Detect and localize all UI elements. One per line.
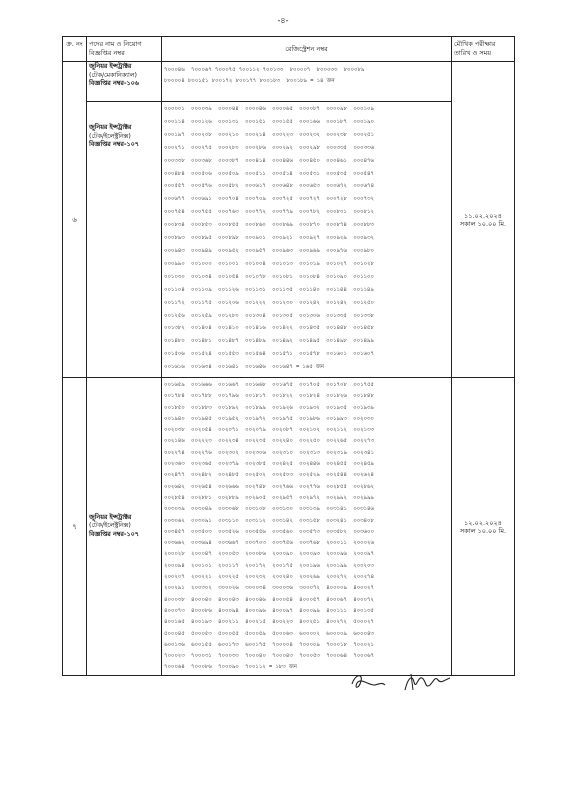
reg-line: ৭০০০৪৬ ৭০০০৬৭ ৭০০০৭৫ ৭০০১১২ ৭০০১৩৩ ৮০০০০৭ ৮০০০৩৩ ৮০০০৮৯ (164, 67, 365, 73)
table-row (63, 62, 515, 102)
reg-line: ০০১০৩০ ০০১০৩৪ ০০১০৫৪ ০০১০৭৮ ০০১০৮১ ০০১০৮৪ ০০১০৯০ ০০১১০০ (164, 273, 374, 280)
reg-line: ০০০৮৩৪ ০০০৮৫৩ ০০০৮৫৫ ০০০৮৬০ ০০০৮৬৯ ০০০৮৭০ ০০০৮৭৪ ০০০৮৮৩ (164, 222, 374, 229)
post-cell (87, 62, 162, 102)
post-trade: (টেক/ইলেক্ট্রনিক্স) (89, 522, 131, 530)
reg-line: ০০১৮৫০ ০০১৮৮৩ ০০১৮৯২ ০০১৮৯৯ ০০১৯২৬ ০০১৯৩২ ০০১৯৩৫ ০০১৯৩৯ (164, 404, 374, 411)
reg-line: ০০২৩৬৩ ০০২৩৬৫ ০০২৩৭৯ ০০২৩৮৫ ০০২৪২৫ ০০২৪৪৬ ০০২৪৫৫ ০০২৪৫৯ (164, 461, 374, 468)
reg-line: ০০০৩৩৮ ০০০৩৬৮ ০০০৩৮৭ ০০০৪১৪ ০০০৪৪৬ ০০০৪৫০ ০০০৪৬১ ০০০৪৭৬ (164, 157, 374, 164)
reg-line: ০০২২৭৪ ০০২২৭৬ ০০২৩০২ ০০২৩০৬ ০০২৩১০ ০০২৩১৩ ০০২৩১৯ ০০২৩৪১ (164, 449, 374, 456)
reg-line: ০০১১০৪ ০০১১০৯ ০০১১২৬ ০০১১৩১ ০০১১৩৫ ০০১১৪০ ০০১১৪৪ ০০১১৪৯ (164, 286, 374, 293)
reg-line: ০০২৪৭৭ ০০২৪৮২ ০০২৪৮৫ ০০২৫০২ ০০২৫০৩ ০০২৫২৯ ০০২৫৪৪ ০০২৬২৪ (164, 472, 374, 479)
reg-line: ০০০১১৪ ০০০১২৬ ০০০১৩১ ০০০১৫১ ০০০১৫৫ ০০০১৬৬ ০০০১৮৭ ০০০১৯০ (164, 118, 374, 125)
reg-line: ০০১২৫৬ ০০১২৫৯ ০০১২৮০ ০০১৩০৪ ০০১৩০৫ ০০১৩০৬ ০০১৩৩৫ ০০১৩৩৮ (164, 312, 374, 319)
reg-line: ০০১৯৪০ ০০১৯৪৫ ০০১৯৫২ ০০১৯৭২ ০০১৯৭৫ ০০১৯৮৬ ০০১৯৯৩ ০০২০৩০ (164, 415, 374, 422)
signature-image-2 (400, 668, 454, 696)
reg-line: ০০২১৪৬ ০০২২২৩ ০০২২৩৪ ০০২২৩৫ ০০২২৪০ ০০২২৫০ ০০২২৬৫ ০০২২৭৩ (164, 438, 374, 445)
header-row (63, 37, 515, 62)
reg-line: ০০১১৭২ ০০১১৭৫ ০০১২০৬ ০০১২২২ ০০১২৩০ ০০১২৪২ ০০১২৪২ ০০১২৫০ (164, 299, 374, 306)
serial-cell: ৭ (63, 378, 87, 676)
reg-line: ০০২০৩৮ ০০২০৫৪ ০০২০৭১ ০০২০৭৯ ০০২০৮৭ ০০২১০২ ০০২১১২ ০০২১৩৩ (164, 427, 374, 434)
reg-line: ০০০৬৭৭ ০০০৬৯১ ০০০৭০৪ ০০০৭০৯ ০০০৭২৫ ০০০৭২৭ ০০০৭২৮ ০০০৭৩২ (164, 196, 374, 203)
post-title: জুনিয়র ইন্সট্রাক্টর (89, 513, 132, 521)
reg-line: ২০০০৯৪ ২০০১০১ ২০০১১৭ ২০০১৭২ ২০০১৭৫ ২০০১৯৬ ২০০১৯৯ ২০০২০৩ (164, 562, 374, 569)
reg-line: ০০০৯৯০ ০০১০০০ ০০১০০১ ০০১০০৪ ০০১০১৩ ০০১০১৯ ০০১০২৭ ০০১০২৮ (164, 260, 374, 267)
reg-line: ০০১৬৫৯ ০০১৬৬৬ ০০১৬৬৭ ০০১৬৬৮ ০০১৬৭৫ ০০১৭০৫ ০০১৭০৮ ০০১৭৫৫ (164, 382, 374, 388)
reg-line: ০০০৭৫৪ ০০০৭৫৫ ০০০৭৬৩ ০০০৭৭২ ০০০৭৭৯ ০০০৭৮২ ০০০৮০১ ০০০৮১২ (164, 209, 374, 216)
reg-line: ০০১৩৮২ ০০১৪০৪ ০০১৪১০ ০০১৪১৬ ০০১৪২২ ০০১৪৩৫ ০০১৪৪৮ ০০১৪৫৮ (164, 325, 374, 332)
post-circular: বিজ্ঞপ্তির নম্বর-১০৭ (89, 141, 139, 148)
reg-line: ২০০২৯১ ২০০৩০২ ৩০০০২৬ ৩০০০৩৪ ৩০০০৩৬ ৩০০০৭২ ৪০০০০৯ ৪০০০২৭ (164, 585, 374, 592)
signature-image-1 (346, 668, 392, 694)
exam-cell (452, 62, 515, 378)
post-circular: বিজ্ঞপ্তির নম্বর-১০৭ (89, 530, 139, 538)
reg-line: ৬০০১৩৬ ৬০০১৫৫ ৬০০১৭৩ ৬০০১৭৫ ৭০০০০৪ ৭০০০০৯ ৭০০০১৮ ৭০০০২১ (164, 641, 374, 648)
reg-line: ৪০০০৭৩ ৪০০০৮৬ ৪০০০৯৪ ৪০০০৯৬ ৪০০০৯৭ ৪০০০৯৯ ৪০০১১১ ৪০০১৩৫ (164, 607, 374, 614)
reg-line: ০০১৬১৬ ০০১৬৩৪ ০০১৬৪১ ০০১৬৪৬ ০০১৬৪৭ = ১৬৫ জন (164, 364, 324, 371)
reg-line: ৪০০১৬৫ ৪০০১৯৩ ৪০০২১১ ৪০০২১৫ ৪০০২২৩ ৪০০২৫১ ৪০০২৭২ ৫০০০২৭ (164, 619, 374, 626)
header-reg: রেজিস্ট্রেশন নম্বর (162, 37, 452, 62)
registration-list (162, 62, 452, 102)
reg-line: ০০০০০১ ০০০০৩৯ ০০০০৪৪ ০০০০৪৬ ০০০০৬৫ ০০০০৮৭ ০০০০৯৮ ০০০১০৯ (164, 106, 374, 112)
exam-date: ১১.০২.২০২৪ (464, 211, 502, 220)
post-trade: (টেক/মেকানিক্যাল) (89, 71, 138, 79)
reg-line: ৭০০০৬৪ ৭০০০৮৬ ৭০০০৯০ ৭০০১১২ = ১৮৩ জন (164, 664, 297, 671)
header-serial: ক্র. নং (63, 37, 87, 62)
reg-line: ০০০১৯৭ ০০০২০৮ ০০০২১০ ০০০২১৪ ০০০২২৩ ০০০২৩২ ০০০২৩৮ ০০০২৫১ (164, 131, 374, 138)
reg-line: ০০৩০৬২ ০০৩০৯১ ০০৩১১০ ০০৩১১২ ০০৩১৪২ ০০৩১৫৮ ০০৩২৪১ ০০৩৪০৮ (164, 517, 374, 524)
reg-line: ৫০০০৪৫ ৫০০০৫৩ ৫০০০৫৫ ৫০০০৫৯ ৫০০০৬৩ ৬০০০০২ ৬০০০০৯ ৬০০০৪৩ (164, 630, 374, 637)
page-number: -৪- (277, 16, 289, 25)
table-row (63, 378, 515, 676)
post-cell (87, 102, 162, 378)
registration-list (162, 102, 452, 378)
exam-time: সকাল ১০.০০ মি. (459, 219, 507, 228)
post-circular: বিজ্ঞপ্তির নম্বর-১০৬ (89, 80, 139, 87)
header-post: পদের নাম ও নিয়োগ বিজ্ঞপ্তির নম্বর (87, 37, 162, 62)
reg-line: ০০৩৬৬২ ০০৩৬৯৪ ০০৩৬৬৭ ০০৩৭০৩ ০০৩৭৫৬ ০০৩৭৬৮ ২০০০১১ ২০০০২৬ (164, 540, 374, 547)
reg-line: ০০২৮৫৪ ০০২৮৮১ ০০২৮৮৯ ০০২৯০৫ ০০২৯৫৭ ০০২৯৭২ ০০২৯৯২ ০০২৯৯৯ (164, 494, 374, 501)
reg-line: ০০৩০৩৯ ০০৩০৪৯ ০০৩০৬৮ ০০৩১০৮ ০০৩১৩০ ০০৩১৩৯ ০০৩১৪১ ০০৩১৪৬ (164, 506, 374, 513)
reg-line: ০০১৪৮০ ০০১৪৮১ ০০১৪৮৭ ০০১৪৮৯ ০০১৪৯২ ০০১৪৯৫ ০০১৪৯৮ ০০১৪৯৯ (164, 338, 374, 345)
reg-line: ০০০২৭১ ০০০২৭৫ ০০০২৮০ ০০০২৮৬ ০০০২৯২ ০০০২৯৮ ০০০৩৩৫ ০০০৩৩৬ (164, 144, 374, 151)
table-row (63, 102, 515, 378)
schedule-table (62, 36, 515, 676)
reg-line: ০০১৫০৬ ০০১৫২৪ ০০১৫৫৩ ০০১৫৬৪ ০০১৫৭১ ০০১৫৭৮ ০০১৬০১ ০০১৬০৭ (164, 351, 374, 358)
reg-line: ০০০৮৯৩ ০০০৮৯৫ ০০০৮৯৮ ০০০৯০১ ০০০৯২১ ০০০৯২৭ ০০০৯২৯ ০০০৯৩২ (164, 235, 374, 242)
reg-line: ৭০০০২৩ ৭০০০৩১ ৭০০০৩৩ ৭০০০৪০ ৭০০০৪৩ ৭০০০৫৩ ৭০০০৬৪ ৭০০০৬৭ (164, 653, 374, 660)
reg-line: ০০৩৪৫৭ ০০৩৫০৩ ০০৩৫২৬ ০০৩৫৫৬ ০০৩৫৬০ ০০৩৫৭৩ ০০৩৫৮২ ০০৩৬০০ (164, 528, 374, 535)
post-cell (87, 378, 162, 676)
reg-line: ০০০৫৫৭ ০০০৫৭৬ ০০০৫৮২ ০০০৬১৭ ০০০৬৪৮ ০০০৬৫৩ ০০০৬৭২ ০০০৬৭৪ (164, 183, 374, 190)
reg-line: ২০০০২৮ ২০০০৪৭ ২০০০৫৩ ২০০০৮৬ ২০০০৯০ ২০০০৯৩ ২০০০৯৬ ২০০০৯৭ (164, 551, 374, 558)
exam-time: সকাল ১০.০০ মি. (459, 526, 507, 535)
registration-list (162, 378, 452, 676)
reg-line: ০০০৯৪৩ ০০০৯৪৯ ০০০৯৫২ ০০০৯৫৭ ০০০৯৬৩ ০০০৯৬৯ ০০০৯৭৬ ০০০৯৮০ (164, 247, 374, 254)
serial-cell: ৬ (63, 62, 87, 378)
reg-line: ৪০০০৩৮ ৪০০০৪০ ৪০০০৪৩ ৪০০০৪৬ ৪০০০৫৪ ৪০০০৫৭ ৪০০০৬৭ ৪০০০৭২ (164, 596, 374, 603)
post-trade: (টেক/ইলেক্ট্রনিক্স) (89, 132, 131, 140)
post-title: জুনিয়র ইন্সট্রাক্টর (89, 63, 132, 70)
post-title: জুনিয়র ইন্সট্রাক্টর (89, 124, 132, 131)
exam-cell (452, 378, 515, 676)
reg-line: ২০০২০৭ ২০০২২১ ২০০২২৫ ২০০২৩২ ২০০২৪০ ২০০২৬৯ ২০০২৭২ ২০০২৭৪ (164, 574, 374, 581)
reg-line: ০০১৭৮৪ ০০১৭৮৮ ০০১৭৯৬ ০০১৮১৭ ০০১৮২২ ০০১৮২৪ ০০১৮২৬ ০০১৮৪৮ (164, 393, 374, 400)
reg-line: ৮০০০০৪ ৮০০১৫১ ৮০০১৭২ ৮০০১৭৭ ৮০০১৮৩ ৮০০১৮৯ = ১৪ জন (164, 78, 335, 84)
exam-date: ১২.০২.২০২৪ (464, 518, 502, 527)
header-exam: মৌখিক পরীক্ষার তারিখ ও সময় (452, 37, 515, 62)
reg-line: ০০০৪৮৪ ০০০৫০৬ ০০০৫০৯ ০০০৫১১ ০০০৫১৪ ০০০৫৩১ ০০০৫৩৫ ০০০৫৪৭ (164, 170, 374, 177)
reg-line: ০০২৬৪২ ০০২৬৫৪ ০০২৬৬৬ ০০২৭৪৮ ০০২৭৬৬ ০০২৭৭৬ ০০২৮৫৫ ০০২৮৬২ (164, 483, 374, 490)
